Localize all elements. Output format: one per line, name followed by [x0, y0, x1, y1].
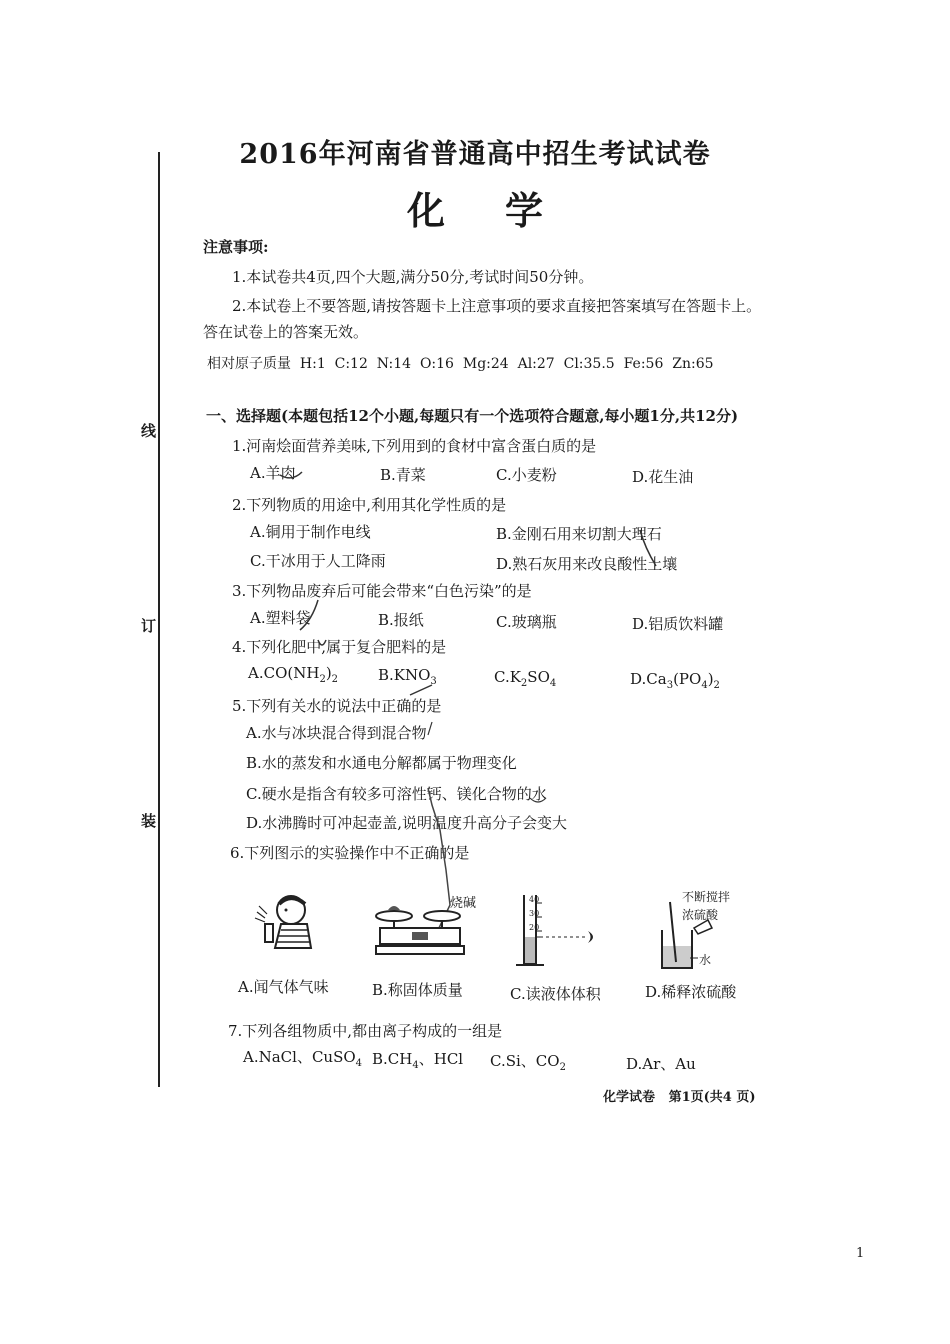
notice-item-1: 1.本试卷共4页,四个大题,满分50分,考试时间50分钟。 [232, 268, 594, 286]
question-6-stem: 6.下列图示的实验操作中不正确的是 [230, 844, 470, 862]
question-5-option-d: D.水沸腾时可冲起壶盖,说明温度升高分子会变大 [246, 814, 568, 832]
question-5-stem: 5.下列有关水的说法中正确的是 [232, 697, 442, 715]
margin-label-line: 线 [141, 422, 157, 440]
question-7-option-d: D.Ar、Au [626, 1055, 696, 1073]
question-3-option-a: A.塑料袋 [250, 609, 311, 627]
question-7-option-a: A.NaCl、CuSO$_4$ [243, 1048, 363, 1069]
question-4-option-c: $C.K_2SO_4$ [494, 668, 557, 689]
question-3-stem: 3.下列物品废弃后可能会带来“白色污染”的是 [232, 582, 532, 600]
question-2-option-c: C.干冰用于人工降雨 [250, 552, 386, 570]
question-6-option-d: D.稀释浓硫酸 [645, 983, 737, 1001]
question-6-option-b: B.称固体质量 [372, 981, 463, 999]
atomic-masses: 相对原子质量 H:1 C:12 N:14 O:16 Mg:24 Al:27 Cl:35.5 Fe:56 Zn:65 [207, 356, 714, 372]
margin-label-bind: 装 [141, 812, 157, 830]
question-2-stem: 2.下列物质的用途中,利用其化学性质的是 [232, 496, 507, 514]
question-7-option-c: C.Si、$CO_2$ [490, 1052, 566, 1073]
question-1-stem: 1.河南烩面营养美味,下列用到的食材中富含蛋白质的是 [232, 437, 597, 455]
question-1-option-b: B.青菜 [380, 466, 426, 484]
question-5-option-c: C.硬水是指含有较多可溶性钙、镁化合物的水 [246, 785, 547, 803]
question-6-option-a: A.闻气体气味 [238, 978, 329, 996]
cylinder-tick-40: 40 [529, 895, 540, 904]
cylinder-tick-20: 20 [529, 923, 540, 932]
exam-title: 2016年河南省普通高中招生考试试卷 [239, 139, 711, 170]
question-1-option-d: D.花生油 [632, 468, 694, 486]
question-2-option-a: A.铜用于制作电线 [250, 523, 371, 541]
section-heading: 一、选择题(本题包括12个小题,每题只有一个选项符合题意,每小题1分,共12分) [206, 407, 739, 425]
question-7-option-b: $B.CH_4$、HCl [372, 1050, 464, 1071]
question-2-option-b: B.金刚石用来切割大理石 [496, 525, 662, 543]
notice-item-2: 2.本试卷上不要答题,请按答题卡上注意事项的要求直接把答案填写在答题卡上。 [232, 297, 762, 315]
question-6-option-c: C.读液体体积 [510, 985, 601, 1003]
question-5-option-a: A.水与冰块混合得到混合物 [246, 724, 427, 742]
question-3-option-d: D.铝质饮料罐 [632, 615, 724, 633]
question-5-option-b: B.水的蒸发和水通电分解都属于物理变化 [246, 754, 517, 772]
question-1-option-a: A.羊肉 [250, 464, 296, 482]
question-4-option-a: $A.CO(NH_2)_2$ [248, 664, 339, 685]
notice-item-2-cont: 答在试卷上的答案无效。 [203, 323, 369, 341]
subject-title: 化学 [406, 188, 603, 233]
question-7-stem: 7.下列各组物质中,都由离子构成的一组是 [228, 1022, 503, 1040]
question-2-option-d: D.熟石灰用来改良酸性土壤 [496, 555, 678, 573]
question-4-option-b: $B.KNO_3$ [378, 666, 437, 687]
cylinder-tick-30: 30 [529, 909, 540, 918]
notice-heading: 注意事项: [203, 238, 269, 256]
page-footer: 化学试卷 第1页(共4 页) [603, 1090, 756, 1105]
margin-label-staple: 订 [141, 617, 157, 635]
question-4-option-d: $D.Ca_3(PO_4)_2$ [630, 670, 720, 691]
label-conc-acid: 浓硫酸 [682, 908, 719, 922]
smell-gas-figure-icon [245, 888, 325, 968]
label-keep-stirring: 不断搅拌 [682, 890, 731, 904]
page-number: 1 [856, 1246, 865, 1261]
label-caustic-soda: 烧碱 [450, 896, 477, 911]
question-3-option-c: C.玻璃瓶 [496, 613, 557, 631]
question-3-option-b: B.报纸 [378, 611, 424, 629]
question-4-stem: 4.下列化肥中,属于复合肥料的是 [232, 638, 447, 656]
graduated-cylinder-figure-icon [510, 893, 605, 973]
label-water: 水 [699, 953, 712, 967]
question-1-option-c: C.小麦粉 [496, 466, 557, 484]
